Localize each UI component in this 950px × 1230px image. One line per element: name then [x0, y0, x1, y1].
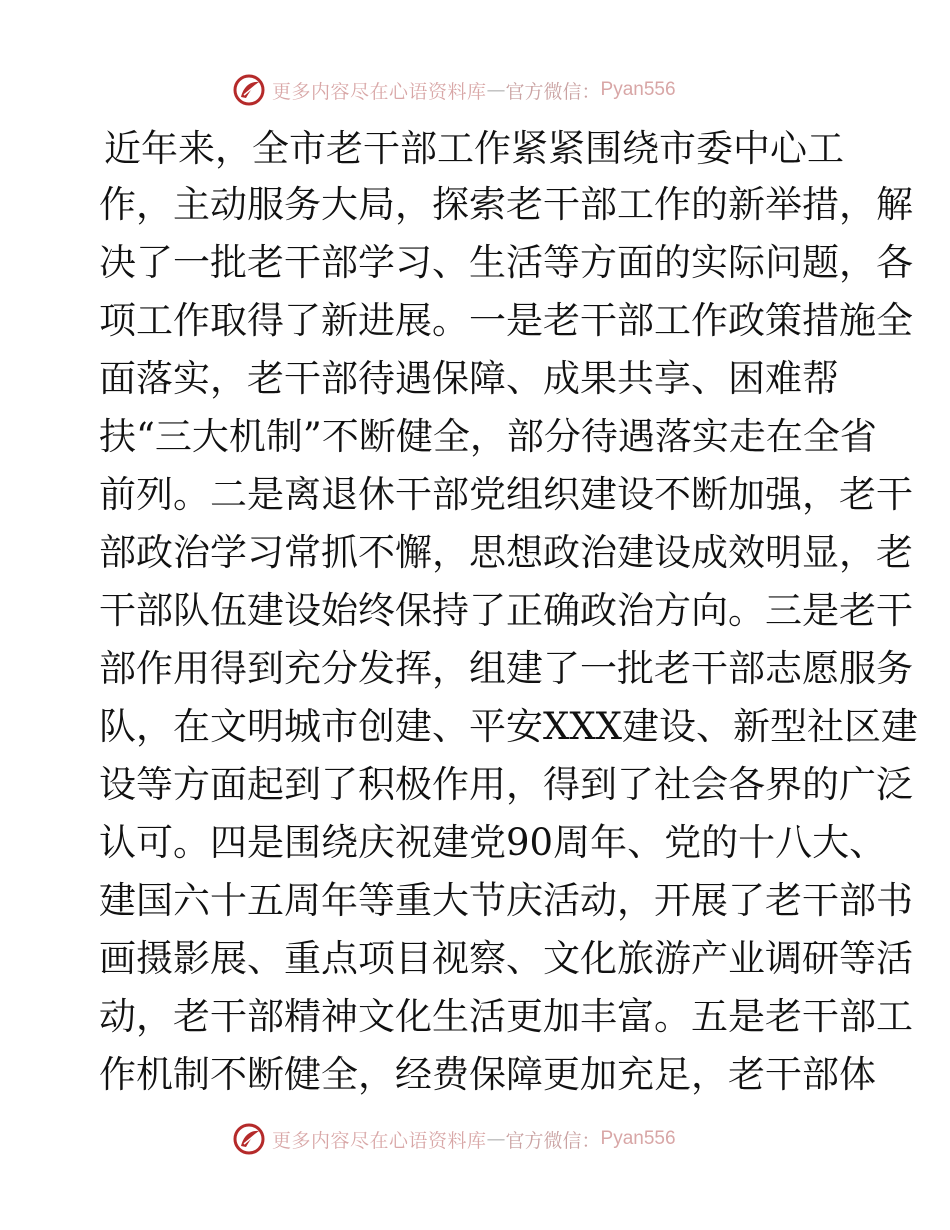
watermark-wechat-label: 官方微信： — [505, 80, 601, 103]
body-line-8: 部政治学习常抓不懈，思想政治建设成效明显，老 — [99, 531, 913, 574]
body-line-4: 项工作取得了新进展。一是老干部工作政策措施全 — [99, 299, 913, 342]
watermark-site-text: 更多内容尽在心语资料库 — [272, 80, 487, 103]
body-line-10: 部作用得到充分发挥，组建了一批老干部志愿服务 — [99, 647, 913, 690]
body-line-2: 作，主动服务大局，探索老干部工作的新举措，解 — [99, 183, 913, 226]
brand-logo-icon — [232, 1122, 266, 1156]
body-line-6: 扶“三大机制”不断健全，部分待遇落实走在全省 — [99, 415, 877, 458]
body-line-9: 干部队伍建设始终保持了正确政治方向。三是老干 — [99, 589, 913, 632]
body-line-17: 作机制不断健全，经费保障更加充足，老干部体 — [99, 1053, 876, 1096]
brand-logo-icon — [232, 73, 266, 107]
body-line-3: 决了一批老干部学习、生活等方面的实际问题，各 — [99, 241, 913, 284]
watermark-separator: — — [486, 79, 506, 101]
body-line-13: 认可。四是围绕庆祝建党90周年、党的十八大、 — [99, 821, 887, 864]
body-line-12: 设等方面起到了积极作用，得到了社会各界的广泛 — [99, 763, 913, 806]
body-line-14: 建国六十五周年等重大节庆活动，开展了老干部书 — [99, 879, 913, 922]
body-line-1: 近年来，全市老干部工作紧紧围绕市委中心工 — [104, 127, 844, 170]
body-line-5: 面落实，老干部待遇保障、成果共享、困难帮 — [99, 357, 839, 400]
watermark-site-text: 更多内容尽在心语资料库 — [272, 1129, 487, 1152]
body-line-16: 动，老干部精神文化生活更加丰富。五是老干部工 — [99, 995, 913, 1038]
footer-watermark — [232, 1121, 676, 1157]
body-line-11: 队，在文明城市创建、平安XXX建设、新型社区建 — [99, 705, 919, 748]
body-line-15: 画摄影展、重点项目视察、文化旅游产业调研等活 — [99, 937, 913, 980]
watermark-wechat-label: 官方微信： — [505, 1129, 601, 1152]
body-line-7: 前列。二是离退休干部党组织建设不断加强，老干 — [99, 473, 913, 516]
watermark-wechat-id: Pyan556 — [600, 79, 676, 100]
watermark-wechat-id: Pyan556 — [600, 1128, 676, 1149]
watermark-separator: — — [486, 1128, 506, 1150]
header-watermark — [232, 72, 676, 108]
